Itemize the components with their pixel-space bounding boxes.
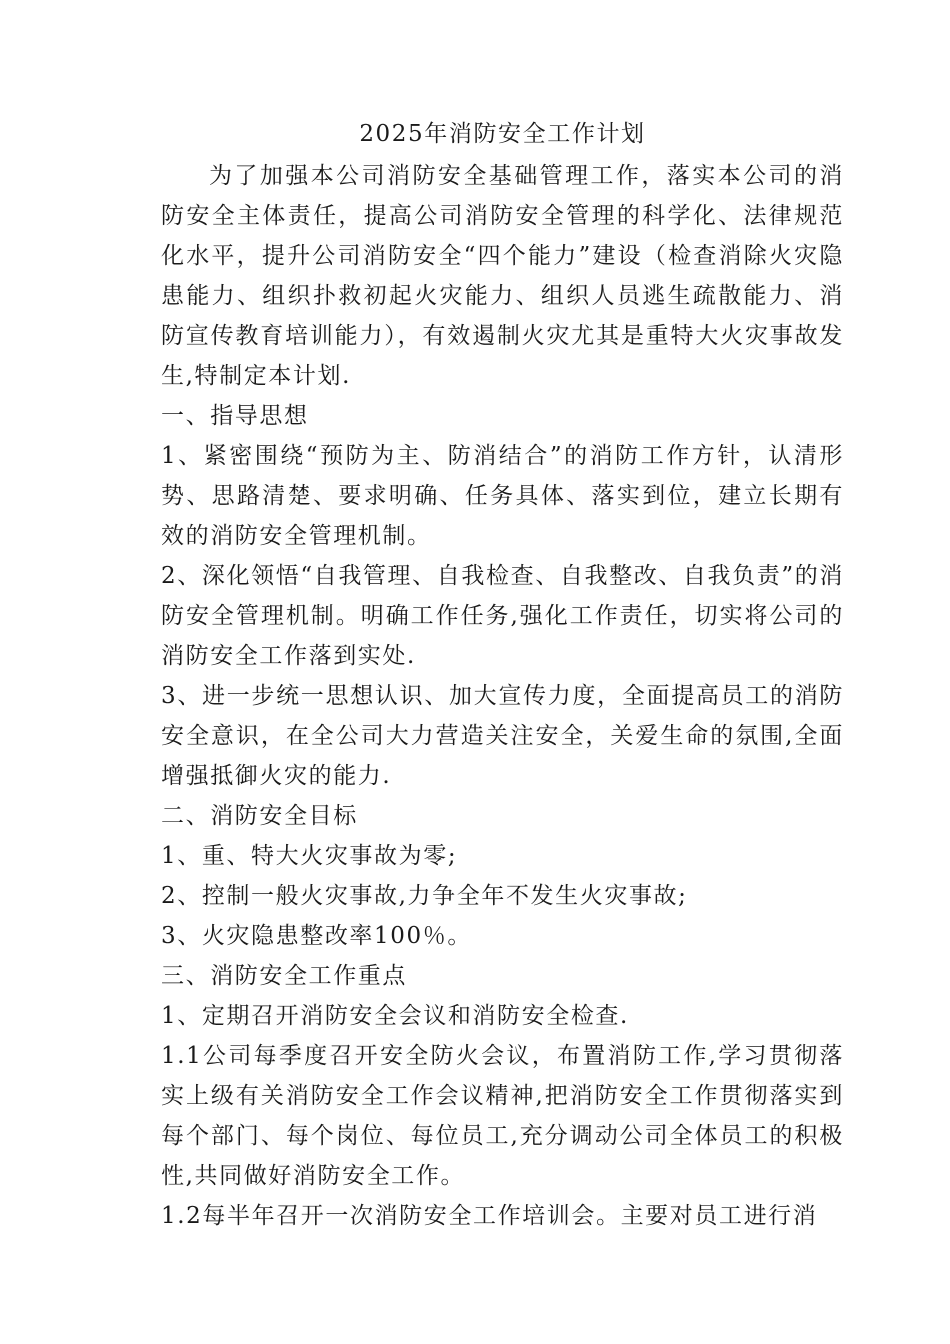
list-item: 1、定期召开消防安全会议和消防安全检查. — [161, 1003, 629, 1029]
document-title: 2025年消防安全工作计划 — [359, 121, 646, 147]
section-heading-safety-goals: 二、消防安全目标 — [161, 803, 358, 829]
list-item: 2、控制一般火灾事故,力争全年不发生火灾事故; — [161, 883, 688, 909]
list-item: 3、火灾隐患整改率100％。 — [161, 923, 472, 949]
list-item: 1、紧密围绕“预防为主、防消结合”的消防工作方针，认清形势、思路清楚、要求明确、任务具体、落实到位，建立长期有效的消防安全管理机制。 — [161, 443, 844, 549]
section-heading-work-focus: 三、消防安全工作重点 — [161, 963, 407, 989]
section-heading-guiding-ideology: 一、指导思想 — [161, 403, 309, 429]
intro-paragraph: 为了加强本公司消防安全基础管理工作，落实本公司的消防安全主体责任，提高公司消防安全管理的科学化、法律规范化水平，提升公司消防安全“四个能力”建设（检查消除火灾隐患能力、组织扑救初起火灾能力、组织人员逃生疏散能力、消防宣传教育培训能力），有效遏制火灾尤其是重特大火灾事故发生,特制定本计划. — [161, 163, 844, 389]
list-item: 1.1公司每季度召开安全防火会议，布置消防工作,学习贯彻落实上级有关消防安全工作会议精神,把消防安全工作贯彻落实到每个部门、每个岗位、每位员工,充分调动公司全体员工的积极性,共同做好消防安全工作。 — [161, 1043, 844, 1189]
list-item: 1、重、特大火灾事故为零; — [161, 843, 458, 869]
list-item: 3、进一步统一思想认识、加大宣传力度，全面提高员工的消防安全意识，在全公司大力营造关注安全，关爱生命的氛围,全面增强抵御火灾的能力. — [161, 683, 844, 789]
list-item: 2、深化领悟“自我管理、自我检查、自我整改、自我负责”的消防安全管理机制。明确工作任务,强化工作责任，切实将公司的消防安全工作落到实处. — [161, 563, 844, 669]
document-body — [161, 112, 844, 1236]
list-item: 1.2每半年召开一次消防安全工作培训会。主要对员工进行消 — [161, 1203, 818, 1229]
